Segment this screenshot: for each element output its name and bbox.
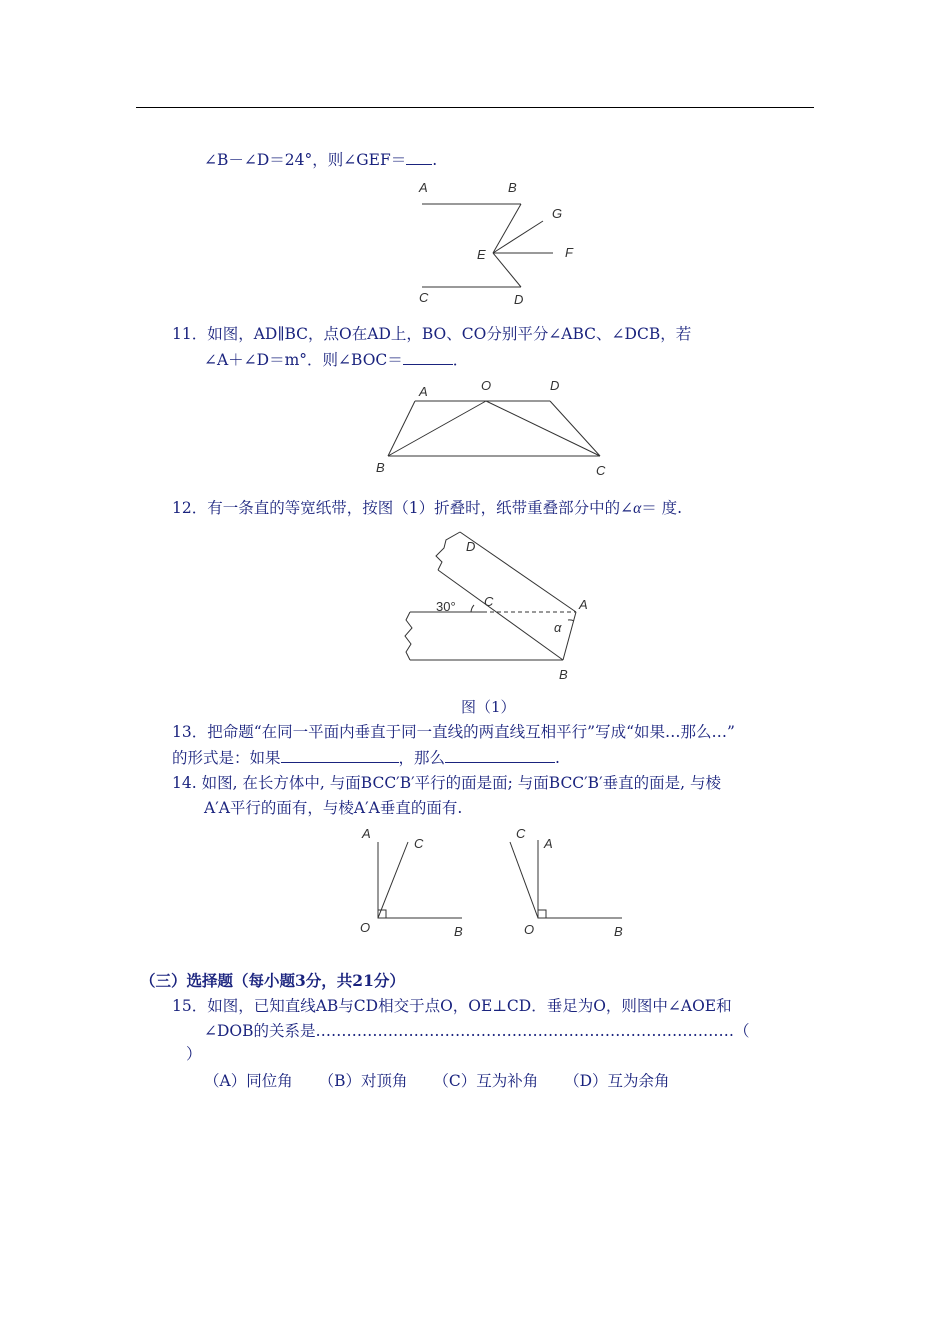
q14-fig1-label-c: C	[414, 836, 424, 851]
q11-figure	[370, 374, 620, 479]
q12-label-b: B	[559, 667, 568, 682]
q14-figure-2	[502, 822, 632, 942]
q14-fig1-label-a: A	[362, 826, 371, 841]
q15-option-a[interactable]: （A）同位角	[204, 1072, 293, 1090]
q12-figure	[398, 528, 598, 686]
q10-label-d: D	[514, 292, 524, 307]
section3-title: （三）选择题（每小题3分，共21分）	[140, 971, 405, 990]
q10-label-b: B	[508, 180, 517, 195]
q15-line3: ）	[186, 1045, 202, 1063]
q14-fig2-label-b: B	[614, 924, 623, 939]
q14-fig2-label-a: A	[544, 836, 553, 851]
q15-options	[204, 1071, 670, 1091]
q10-label-e: E	[477, 247, 486, 262]
q13-line1: 13．把命题“在同一平面内垂直于同一直线的两直线互相平行”写成“如果…那么…”	[172, 723, 735, 741]
q10-label-f: F	[565, 245, 573, 260]
q12-label-alpha: α	[554, 620, 562, 635]
q14-fig2-label-o: O	[524, 922, 535, 937]
q14-line2: A′A平行的面有，与棱A′A垂直的面有.	[204, 799, 463, 817]
q12-caption: 图（1）	[461, 698, 516, 716]
q15-option-d[interactable]: （D）互为余角	[564, 1072, 670, 1090]
q15-option-b[interactable]: （B）对顶角	[318, 1072, 408, 1090]
q13-if-blank	[281, 748, 399, 763]
q15-line2: ∠DOB的关系是………………………………………………………………………（	[204, 1022, 750, 1040]
q11-label-c: C	[596, 463, 606, 478]
q11-label-o: O	[481, 378, 492, 393]
header-rule	[136, 107, 814, 108]
q10-answer-blank	[406, 150, 432, 165]
q14-figure-1	[352, 822, 482, 942]
q11-label-d: D	[550, 378, 560, 393]
q13-then-blank	[445, 748, 555, 763]
q12-label-d: D	[466, 539, 476, 554]
q11-label-a: A	[419, 384, 428, 399]
q13-line2: 的形式是：如果 ，那么 .	[172, 749, 560, 767]
q14-line1: 14. 如图, 在长方体中, 与面BCC′B′平行的面是面; 与面BCC′B′垂直的面是, 与棱	[172, 774, 721, 792]
q12-label-30deg: 30°	[436, 599, 456, 614]
q11-label-b: B	[376, 460, 385, 475]
q14-fig2-label-c: C	[516, 826, 526, 841]
q10-label-c: C	[419, 290, 429, 305]
q10-label-a: A	[419, 180, 428, 195]
q15-line1: 15．如图，已知直线AB与CD相交于点O，OE⊥CD．垂足为O，则图中∠AOE和	[172, 997, 732, 1015]
q11-line1: 11．如图，AD∥BC，点O在AD上，BO、CO分别平分∠ABC、∠DCB，若	[172, 325, 692, 343]
q12-label-a: A	[579, 597, 588, 612]
q14-fig1-label-b: B	[454, 924, 463, 939]
q10-label-g: G	[552, 206, 563, 221]
q15-option-c[interactable]: （C）互为补角	[433, 1072, 539, 1090]
q12-label-c: C	[484, 594, 494, 609]
q14-fig1-label-o: O	[360, 920, 371, 935]
q10-figure	[405, 175, 585, 310]
q12-text: 12．有一条直的等宽纸带，按图（1）折叠时，纸带重叠部分中的∠α＝ 度.	[172, 499, 683, 517]
q11-line2: ∠A＋∠D＝m°．则∠BOC＝ ．	[204, 351, 469, 369]
q11-answer-blank	[403, 350, 453, 365]
q10-text: ∠B－∠D＝24°，则∠GEF＝ .	[204, 151, 438, 169]
